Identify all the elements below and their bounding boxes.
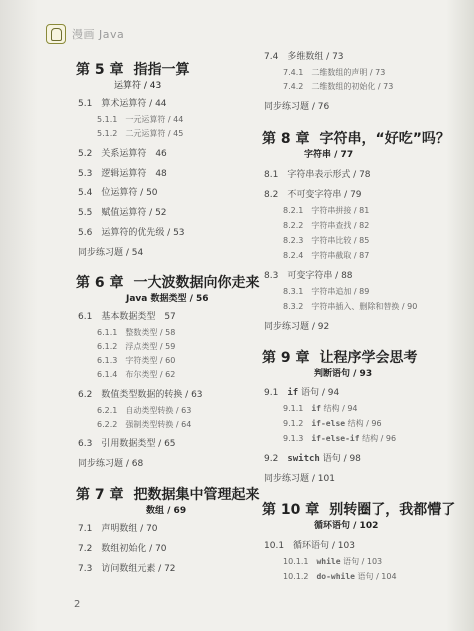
chapter-5-heading: 第 5 章 指指一算 [76, 62, 190, 78]
toc-entry: 8.3 可变字符串 / 88 [264, 271, 353, 281]
toc-entry: 8.3.2 字符串插入、删除和替换 / 90 [283, 302, 418, 311]
toc-entry: 7.4 多维数组 / 73 [264, 52, 344, 62]
chapter-7-subtitle: 数组 / 69 [146, 506, 187, 516]
toc-entry: 9.1.1 if 结构 / 94 [283, 404, 358, 413]
toc-entry: 10.1.1 while 语句 / 103 [283, 557, 383, 566]
toc-entry: 6.1.3 字符类型 / 60 [97, 356, 176, 365]
chapter-10-subtitle: 循环语句 / 102 [314, 521, 379, 531]
toc-entry: 5.3 逻辑运算符 48 [78, 169, 167, 179]
toc-entry: 8.1 字符串表示形式 / 78 [264, 170, 371, 180]
page-binding-shadow [0, 0, 38, 631]
toc-entry: 5.5 赋值运算符 / 52 [78, 208, 167, 218]
chapter-10-heading: 第 10 章 别转圈了，我都懵了 [262, 502, 456, 518]
toc-entry: 6.1.1 整数类型 / 58 [97, 328, 176, 337]
practice-entry: 同步练习题 / 92 [264, 322, 330, 332]
toc-entry: 6.2.2 强制类型转换 / 64 [97, 420, 192, 429]
toc-entry: 8.2.2 字符串查找 / 82 [283, 221, 370, 230]
chapter-9-heading: 第 9 章 让程序学会思考 [262, 350, 418, 366]
toc-entry: 5.1.1 一元运算符 / 44 [97, 115, 184, 124]
toc-entry: 6.2.1 自动类型转换 / 63 [97, 406, 192, 415]
toc-entry: 9.1.2 if-else 结构 / 96 [283, 419, 382, 428]
practice-entry: 同步练习题 / 68 [78, 459, 144, 469]
header-title: 漫画 Java [72, 28, 125, 41]
practice-entry: 同步练习题 / 54 [78, 248, 144, 258]
chapter-7-heading: 第 7 章 把数据集中管理起来 [76, 487, 260, 503]
toc-entry: 10.1.2 do-while 语句 / 104 [283, 572, 397, 581]
chapter-8-subtitle: 字符串 / 77 [304, 150, 354, 160]
toc-entry: 5.1.2 二元运算符 / 45 [97, 129, 184, 138]
toc-entry: 9.2 switch 语句 / 98 [264, 454, 361, 464]
toc-entry: 6.2 数值类型数据的转换 / 63 [78, 390, 203, 400]
practice-entry: 同步练习题 / 101 [264, 474, 335, 484]
toc-entry: 10.1 循环语句 / 103 [264, 541, 355, 551]
page-edge-shadow [446, 0, 474, 631]
toc-entry: 8.2.1 字符串拼接 / 81 [283, 206, 370, 215]
toc-entry: 7.3 访问数组元素 / 72 [78, 564, 176, 574]
toc-entry: 5.2 关系运算符 46 [78, 149, 167, 159]
book-logo-icon [46, 24, 66, 44]
toc-entry: 6.3 引用数据类型 / 65 [78, 439, 176, 449]
toc-entry: 5.1 算术运算符 / 44 [78, 99, 167, 109]
chapter-8-heading: 第 8 章 字符串，“好吃”吗？ [262, 131, 450, 147]
toc-entry: 9.1.3 if-else-if 结构 / 96 [283, 434, 397, 443]
page-number: 2 [74, 599, 81, 610]
chapter-6-heading: 第 6 章 一大波数据向你走来 [76, 275, 260, 291]
toc-entry: 9.1 if 语句 / 94 [264, 388, 340, 398]
toc-entry: 6.1.4 布尔类型 / 62 [97, 370, 176, 379]
toc-entry: 5.4 位运算符 / 50 [78, 188, 158, 198]
toc-entry: 7.4.1 二维数组的声明 / 73 [283, 68, 386, 77]
toc-entry: 8.2.3 字符串比较 / 85 [283, 236, 370, 245]
chapter-6-subtitle: Java 数据类型 / 56 [126, 294, 209, 304]
chapter-5-subtitle: 运算符 / 43 [114, 81, 162, 91]
toc-entry: 6.1.2 浮点类型 / 59 [97, 342, 176, 351]
toc-entry: 8.3.1 字符串追加 / 89 [283, 287, 370, 296]
toc-entry: 7.1 声明数组 / 70 [78, 524, 158, 534]
toc-entry: 8.2.4 字符串截取 / 87 [283, 251, 370, 260]
chapter-9-subtitle: 判断语句 / 93 [314, 369, 373, 379]
page-header [46, 24, 124, 44]
toc-entry: 7.2 数组初始化 / 70 [78, 544, 167, 554]
toc-entry: 8.2 不可变字符串 / 79 [264, 190, 362, 200]
toc-entry: 5.6 运算符的优先级 / 53 [78, 228, 185, 238]
practice-entry: 同步练习题 / 76 [264, 102, 330, 112]
toc-entry: 7.4.2 二维数组的初始化 / 73 [283, 82, 394, 91]
toc-entry: 6.1 基本数据类型 57 [78, 312, 176, 322]
